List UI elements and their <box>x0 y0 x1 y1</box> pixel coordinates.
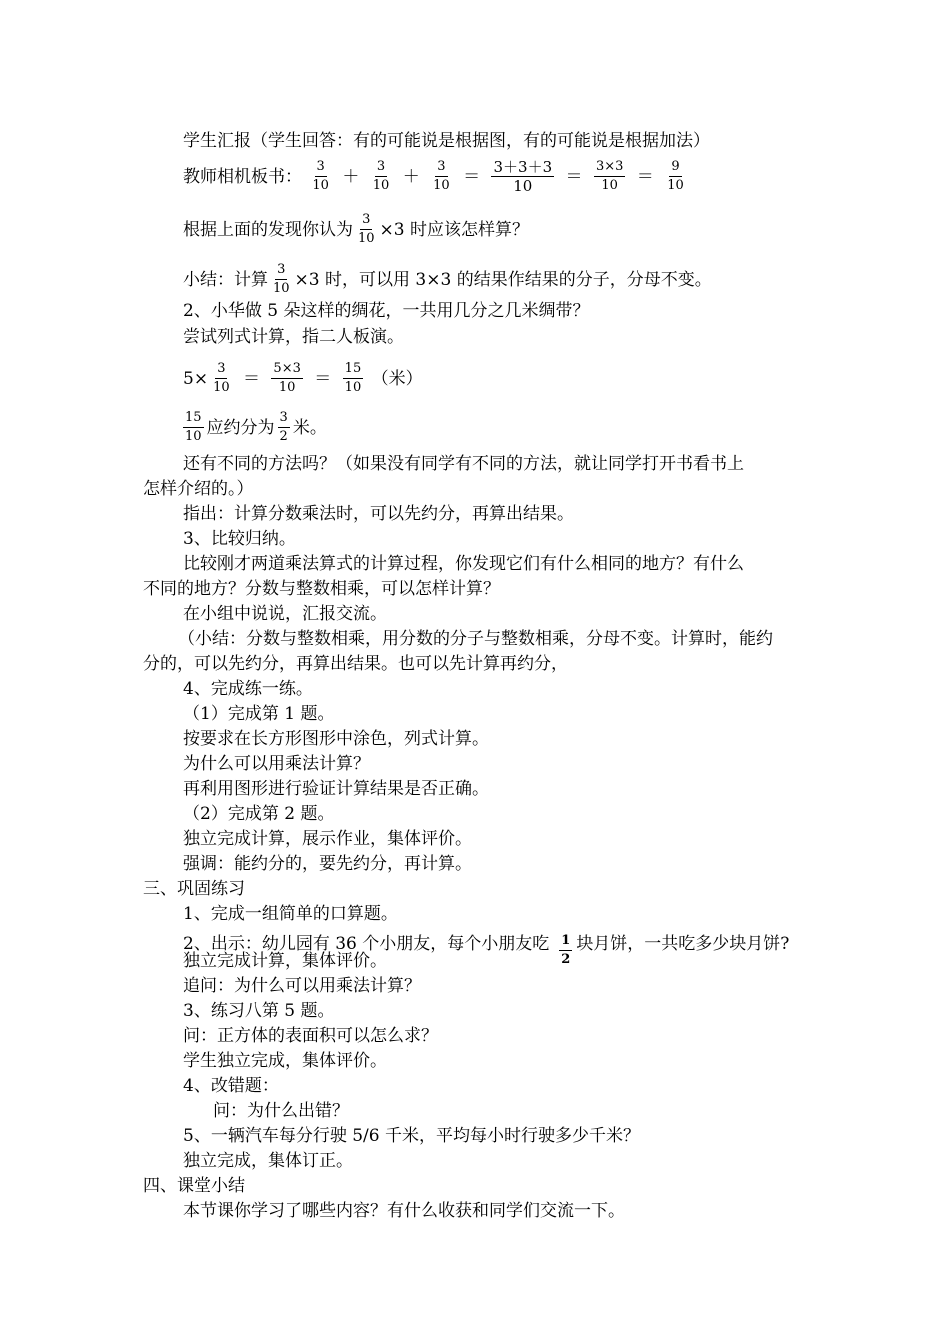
fraction: $\frac{3}{10}$ <box>372 159 390 193</box>
fraction: $\frac{15}{10}$ <box>344 361 362 395</box>
text-line: 3、练习八第 5 题。 <box>183 1001 335 1021</box>
text-line: 4、改错题： <box>183 1076 279 1096</box>
text-line: 比较刚才两道乘法算式的计算过程，你发现它们有什么相同的地方？有什么 <box>183 554 744 574</box>
board-writing-line <box>183 160 689 195</box>
fraction: $\frac{3+3+3}{10}$ <box>493 158 553 195</box>
board-label: 教师相机板书： <box>183 167 302 187</box>
text-line: 问：正方体的表面积可以怎么求？ <box>183 1026 438 1046</box>
text-line: 2、小华做 5 朵这样的绸花，一共用几分之几米绸带？ <box>183 301 590 321</box>
equals-sign: ＝ <box>636 167 654 187</box>
text-line: 尝试列式计算，指二人板演。 <box>183 327 404 347</box>
text-line: 学生汇报（学生回答：有的可能说是根据图，有的可能说是根据加法） <box>183 131 710 151</box>
fraction: $\frac{15}{10}$ <box>185 410 202 444</box>
plus-sign: ＋ <box>342 167 360 187</box>
fraction: $\frac{1}{2}$ <box>561 933 571 967</box>
equals-sign: ＝ <box>463 167 481 187</box>
text-line: （2）完成第 2 题。 <box>183 804 335 824</box>
text-line: （1）完成第 1 题。 <box>183 704 335 724</box>
fraction: $\frac{3}{2}$ <box>279 410 288 444</box>
text-line: 独立完成计算，集体评价。 <box>183 951 387 971</box>
fraction: $\frac{3}{10}$ <box>213 361 230 395</box>
section-heading: 四、课堂小结 <box>143 1176 245 1196</box>
text-line: 独立完成计算，展示作业，集体评价。 <box>183 829 472 849</box>
fraction: $\frac{5\times 3}{10}$ <box>273 361 301 395</box>
text-line: 问：为什么出错？ <box>213 1101 349 1121</box>
equation-line: $\frac{15}{10}$ 应约分为 $\frac{3}{2}$ 米。 <box>185 410 327 444</box>
text-line: 还有不同的方法吗？（如果没有同学有不同的方法，就让同学打开书看书上 <box>183 454 744 474</box>
text-line: 分的，可以先约分，再算出结果。也可以先计算再约分， <box>143 654 568 674</box>
equals-sign: ＝ <box>565 167 583 187</box>
text-line: 再利用图形进行验证计算结果是否正确。 <box>183 779 489 799</box>
equals-sign: ＝ <box>243 369 261 389</box>
fraction: $\frac{3}{10}$ <box>433 159 450 193</box>
text-line: 根据上面的发现你认为 $\frac{3}{10}$ ×3 时应该怎样算？ <box>183 212 530 246</box>
section-heading: 三、巩固练习 <box>143 879 245 899</box>
text-line: 为什么可以用乘法计算？ <box>183 754 370 774</box>
text-line: 指出：计算分数乘法时，可以先约分，再算出结果。 <box>183 504 574 524</box>
fraction: $\frac{3}{10}$ <box>312 159 329 193</box>
text-line: 学生独立完成，集体评价。 <box>183 1051 387 1071</box>
text-line: 追问：为什么可以用乘法计算？ <box>183 976 421 996</box>
text-line: 按要求在长方形图形中涂色，列式计算。 <box>183 729 489 749</box>
text-line: 4、完成练一练。 <box>183 679 313 699</box>
fraction: $\frac{3\times 3}{10}$ <box>595 159 624 193</box>
text-line: 2、出示：幼儿园有 36 个小朋友，每个小朋友吃 $\frac{1}{2}$ 块月饼，一共吃多少块月饼? <box>183 933 790 967</box>
text-line: 在小组中说说，汇报交流。 <box>183 604 387 624</box>
text-line: 3、比较归纳。 <box>183 529 296 549</box>
equation-line: 5× $\frac{3}{10}$ ＝ $\frac{5\times 3}{10}$ ＝ $\frac{15}{10}$ （米） <box>183 361 423 395</box>
plus-sign: ＋ <box>402 167 420 187</box>
text-line: 1、完成一组简单的口算题。 <box>183 904 398 924</box>
text-line: （小结：分数与整数相乘，用分数的分子与整数相乘，分母不变。计算时，能约 <box>178 629 773 649</box>
fraction: $\frac{9}{10}$ <box>667 159 684 193</box>
text-line: 不同的地方？分数与整数相乘，可以怎样计算？ <box>143 579 500 599</box>
text-line: 怎样介绍的。） <box>143 479 254 499</box>
equals-sign: ＝ <box>314 369 332 389</box>
text-line: 本节课你学习了哪些内容？有什么收获和同学们交流一下。 <box>183 1201 625 1221</box>
summary-line: 小结：计算 $\frac{3}{10}$ ×3 时，可以用 3×3 的结果作结果的分子，分母不变。 <box>183 262 712 296</box>
fraction: $\frac{3}{10}$ <box>358 212 375 246</box>
fraction: $\frac{3}{10}$ <box>273 262 290 296</box>
text-line: 强调：能约分的，要先约分，再计算。 <box>183 854 472 874</box>
text-line: 独立完成，集体订正。 <box>183 1151 353 1171</box>
text-line: 5、一辆汽车每分行驶 5/6 千米，平均每小时行驶多少千米？ <box>183 1126 640 1146</box>
